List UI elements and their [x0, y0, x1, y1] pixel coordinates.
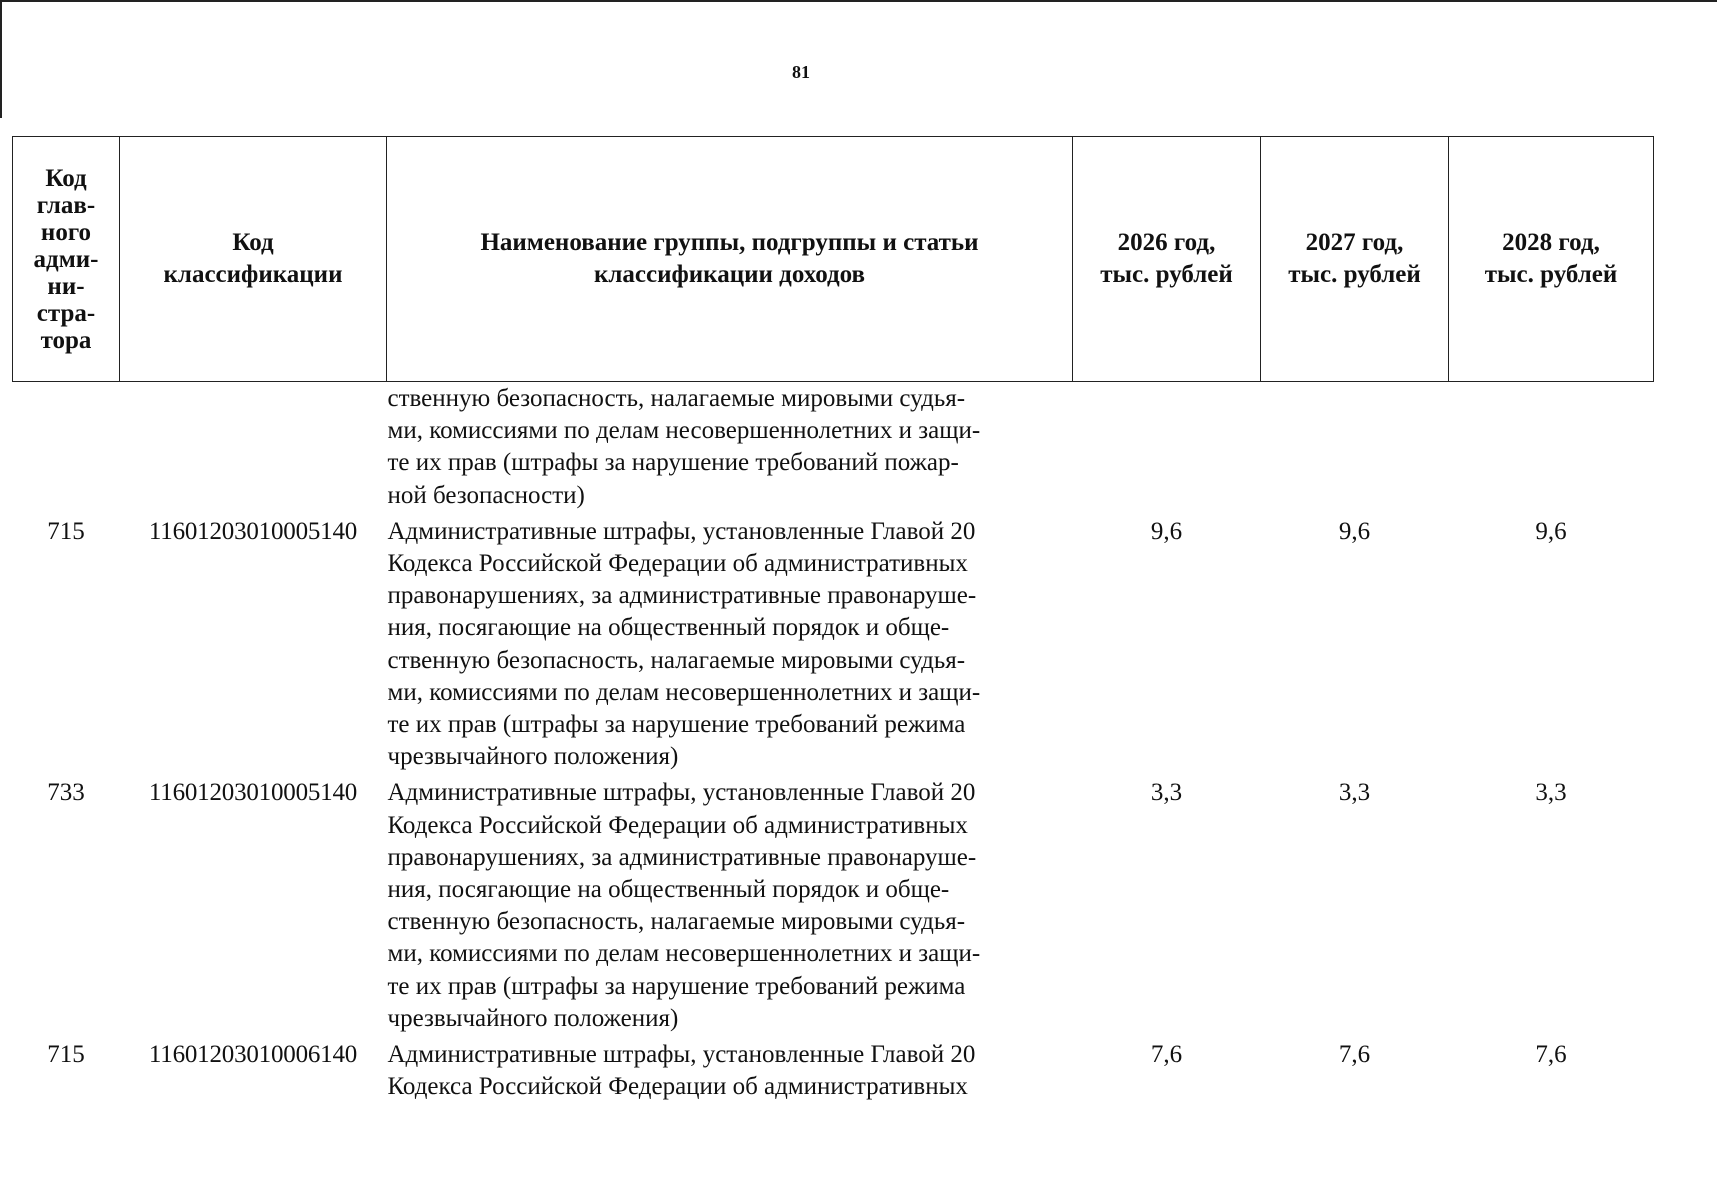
classification-code-cell: 11601203010006140: [148, 1041, 358, 1069]
revenue-name-cell: Административные штрафы, установленные Главой 20 Кодекса Российской Федерации об административных правонарушениях, за административные правонаруше- ния, посягающие на общественный порядок и обще- ственную безопасность, налагаемые мировыми судья- ми, комиссиями по делам несовершеннолетних и защи- те их прав (штрафы за нарушение требований режима чрезвычайного положения): [387, 779, 981, 1032]
amount-2026-cell: 9,6: [1150, 517, 1183, 545]
table-row: [13, 773, 1654, 1035]
table-row-continuation: [13, 382, 1654, 512]
header-admin-code: Код глав- ного адми- ни- стра- тора: [13, 137, 120, 382]
revenue-name-cell: Административные штрафы, установленные Главой 20 Кодекса Российской Федерации об административных правонарушениях, за административные правонаруше- ния, посягающие на общественный порядок и обще- ственную безопасность, налагаемые мировыми судья- ми, комиссиями по делам несовершеннолетних и защи- те их прав (штрафы за нарушение требований режима чрезвычайного положения): [387, 517, 981, 771]
amount-2027-cell: 9,6: [1338, 517, 1371, 545]
admin-code-cell: 715: [47, 1041, 85, 1069]
table-row: [13, 512, 1654, 774]
amount-2028-cell: 9,6: [1535, 517, 1567, 545]
amount-2026-cell: 3,3: [1150, 779, 1183, 807]
table-row: [13, 1035, 1654, 1103]
amount-2027-cell: 3,3: [1338, 779, 1371, 807]
amount-2027-cell: 7,6: [1338, 1041, 1371, 1069]
revenue-table: [12, 136, 1654, 1103]
classification-code-cell: 11601203010005140: [148, 517, 358, 545]
revenue-name-cell: ственную безопасность, налагаемые мировыми судья- ми, комиссиями по делам несовершеннолетних и защи- те их прав (штрафы за нарушение требований пожар- ной безопасности): [387, 385, 981, 509]
header-2027: 2027 год, тыс. рублей: [1261, 137, 1449, 382]
amount-2028-cell: 3,3: [1535, 779, 1567, 807]
admin-code-cell: 715: [47, 517, 85, 545]
header-revenue-name: Наименование группы, подгруппы и статьи классификации доходов: [387, 137, 1073, 382]
amount-2028-cell: 7,6: [1535, 1041, 1567, 1069]
page-border-top: [0, 0, 1717, 2]
revenue-name-cell: Административные штрафы, установленные Главой 20 Кодекса Российской Федерации об административных: [387, 1041, 976, 1101]
table-header-row: [13, 137, 1654, 382]
classification-code-cell: 11601203010005140: [148, 779, 358, 807]
amount-2026-cell: 7,6: [1150, 1041, 1183, 1069]
page-border-left: [0, 0, 2, 118]
header-classification-code: Код классификации: [120, 137, 387, 382]
header-2028: 2028 год, тыс. рублей: [1449, 137, 1654, 382]
header-2026: 2026 год, тыс. рублей: [1073, 137, 1261, 382]
page-number: 81: [792, 62, 810, 82]
admin-code-cell: 733: [47, 779, 85, 807]
